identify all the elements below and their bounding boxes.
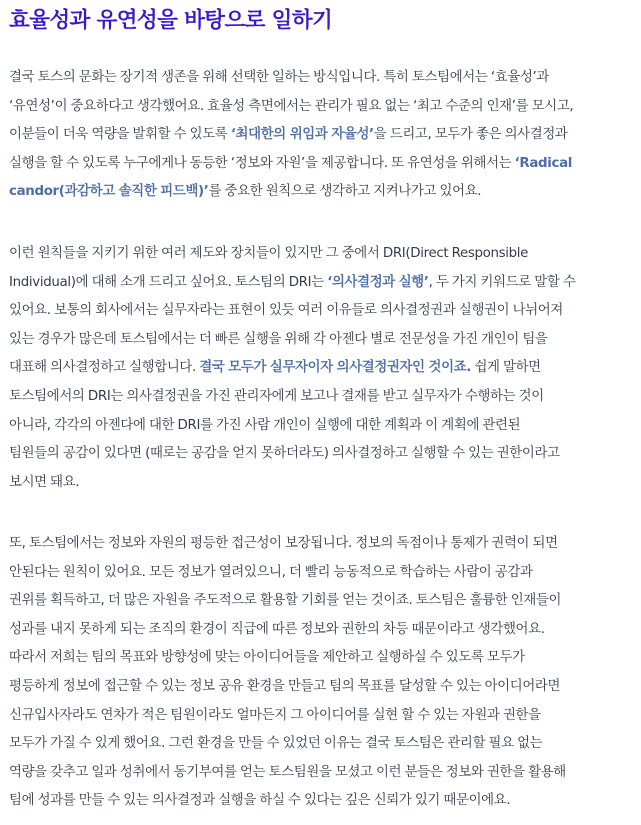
section-heading: 효율성과 유연성을 바탕으로 일하기 <box>9 8 333 33</box>
body-text: 를 중요한 원칙으로 생각하고 지켜나가고 있어요. <box>208 184 482 200</box>
body-text: 신규입사자라도 연차가 적은 팀원이라도 얼마든지 그 아이디어를 실현 할 수 있는 자원과 권한을 <box>9 707 541 723</box>
emphasis-text: ‘최대한의 위임과 자율성’ <box>230 127 374 143</box>
text-line <box>9 121 573 150</box>
body-text: 권위를 획득하고, 더 많은 자원을 주도적으로 활용할 기회를 얻는 것이죠. 토스팀은 훌륭한 인재들이 <box>9 593 562 609</box>
text-line <box>9 297 575 326</box>
body-text: 성과를 내지 못하게 되는 조직의 환경이 직급에 따른 정보와 권한의 차등 때문이라고 생각했어요. <box>9 621 545 637</box>
body-text: 이런 원칙들을 지키기 위한 여러 제도와 장치들이 있지만 그 중에서 DRI(Direct Responsible <box>9 246 529 261</box>
text-line <box>9 469 575 498</box>
text-line <box>9 412 575 441</box>
body-text: 팀에 성과를 만들 수 있는 의사결정과 실행을 하실 수 있다는 깊은 신뢰가 있기 때문이에요. <box>9 793 511 809</box>
emphasis-text: candor(과감하고 솔직한 피드백)’ <box>9 184 209 200</box>
body-text: 대표해 의사결정하고 실행합니다. <box>9 360 200 376</box>
paragraph-efficiency-flexibility <box>9 64 573 207</box>
text-line <box>9 616 566 645</box>
text-line <box>9 530 566 559</box>
text-line <box>9 326 575 355</box>
body-text: , 두 가지 키워드로 말할 수 <box>428 274 576 290</box>
body-text: ‘유연성’이 중요하다고 생각했어요. 효율성 측면에서는 관리가 필요 없는 ‘최고 수준의 인재’를 모시고, <box>9 98 574 114</box>
text-line <box>9 440 575 469</box>
text-line <box>9 240 575 269</box>
text-line <box>9 354 575 383</box>
text-line <box>9 644 566 673</box>
body-text: 쉽게 말하면 <box>471 360 541 376</box>
body-text: 실행을 할 수 있도록 누구에게나 동등한 ‘정보와 자원’을 제공합니다. 또 유연성을 위해서는 <box>9 155 515 171</box>
text-line <box>9 559 566 588</box>
body-text: 있어요. 보통의 회사에서는 실무자라는 표현이 있듯 여러 이유들로 의사결정권과 실행권이 나뉘어져 <box>9 303 563 319</box>
text-line <box>9 730 566 759</box>
text-line <box>9 178 573 207</box>
body-text: 보시면 돼요. <box>9 474 80 490</box>
text-line <box>9 702 566 731</box>
paragraph-equal-access <box>9 530 566 816</box>
body-text: 또, 토스팀에서는 정보와 자원의 평등한 접근성이 보장됩니다. 정보의 독점이나 통제가 권력이 되면 <box>9 536 558 551</box>
paragraph-dri <box>9 240 575 497</box>
body-text: 을 드리고, 모두가 좋은 의사결정과 <box>373 127 568 143</box>
emphasis-text: 결국 모두가 실무자이자 의사결정권자인 것이죠. <box>199 360 472 376</box>
text-line <box>9 93 573 122</box>
body-text: 안된다는 원칙이 있어요. 모든 정보가 열려있으니, 더 빨리 능동적으로 학습하는 사람이 공감과 <box>9 564 533 580</box>
body-text: 역량을 갖추고 일과 성취에서 동기부여를 얻는 토스팀원을 모셨고 이런 분들은 정보와 권한을 활용해 <box>9 764 566 780</box>
body-text: 있는 경우가 많은데 토스팀에서는 더 빠른 실행을 위해 각 아젠다 별로 전문성을 가진 개인이 팀을 <box>9 331 548 347</box>
emphasis-text: ‘의사결정과 실행’ <box>327 274 429 290</box>
body-text: 결국 토스의 문화는 장기적 생존을 위해 선택한 일하는 방식입니다. 특히 토스팀에서는 ‘효율성’과 <box>9 70 550 85</box>
text-line <box>9 587 566 616</box>
text-line <box>9 269 575 298</box>
text-line <box>9 150 573 179</box>
body-text: 이분들이 더욱 역량을 발휘할 수 있도록 <box>9 127 231 143</box>
body-text: 평등하게 정보에 접근할 수 있는 정보 공유 환경을 만들고 팀의 목표를 달성할 수 있는 아이디어라면 <box>9 678 561 694</box>
text-line <box>9 383 575 412</box>
body-text: 아니라, 각각의 아젠다에 대한 DRI를 가진 사람 개인이 실행에 대한 계획과 이 계획에 관련된 <box>9 417 521 433</box>
text-line <box>9 64 573 93</box>
text-line <box>9 673 566 702</box>
text-line <box>9 787 566 816</box>
body-text: Individual)에 대해 소개 드리고 싶어요. 토스팀의 DRI는 <box>9 274 328 290</box>
body-text: 팀원들의 공감이 있다면 (때로는 공감을 얻지 못하더라도) 의사결정하고 실행할 수 있는 권한이라고 <box>9 446 560 462</box>
text-line <box>9 759 566 788</box>
emphasis-text: ‘Radical <box>514 155 573 171</box>
body-text: 따라서 저희는 팀의 목표와 방향성에 맞는 아이디어들을 제안하고 실행하실 수 있도록 모두가 <box>9 650 525 666</box>
body-text: 모두가 가질 수 있게 했어요. 그런 환경을 만들 수 있었던 이유는 결국 토스팀은 관리할 필요 없는 <box>9 736 543 752</box>
body-text: 토스팀에서의 DRI는 의사결정권을 가진 관리자에게 보고나 결재를 받고 실무자가 수행하는 것이 <box>9 388 544 404</box>
